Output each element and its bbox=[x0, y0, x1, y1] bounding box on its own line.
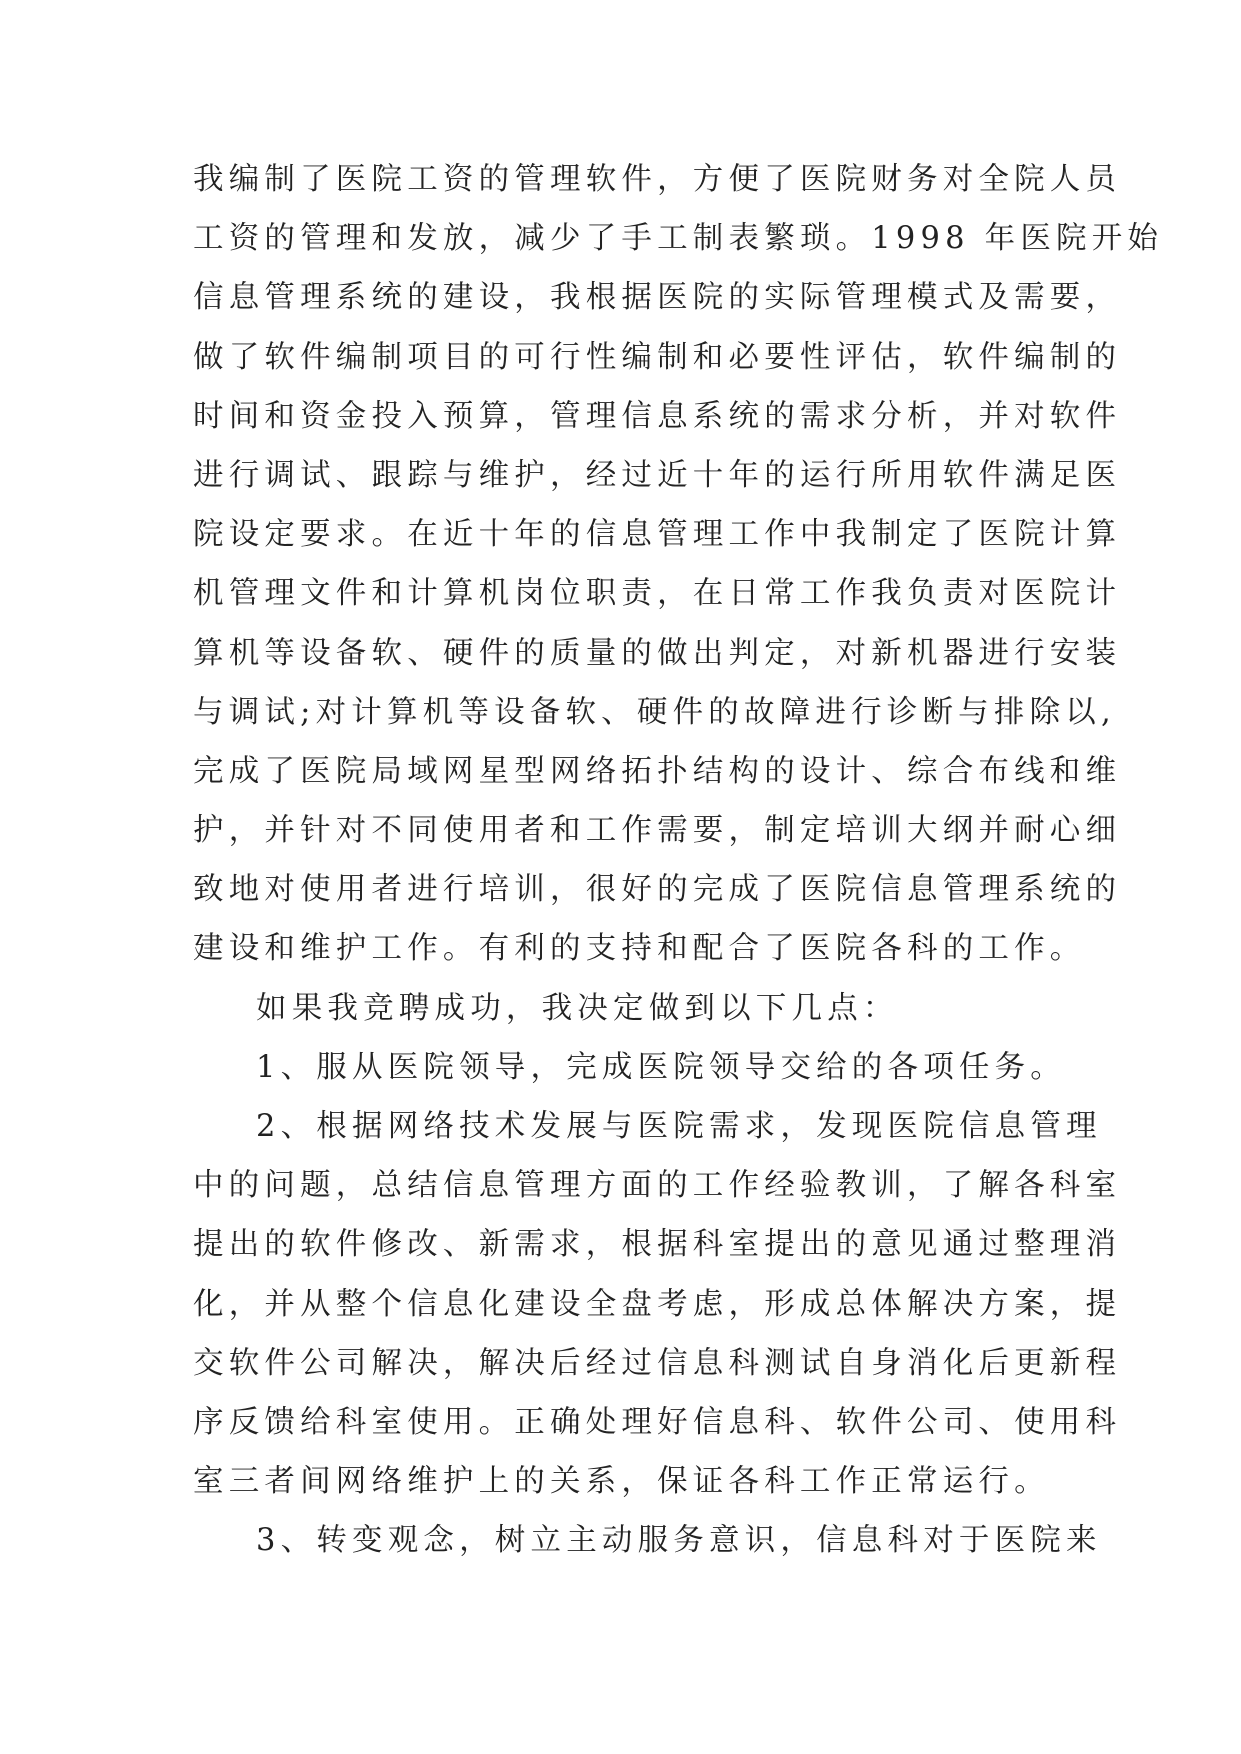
text-line: 化，并从整个信息化建设全盘考虑，形成总体解决方案，提 bbox=[193, 1286, 1122, 1322]
text-line: 序反馈给科室使用。正确处理好信息科、软件公司、使用科 bbox=[193, 1404, 1122, 1440]
text-line: 时间和资金投入预算，管理信息系统的需求分析，并对软件 bbox=[193, 398, 1122, 434]
text-line: 进行调试、跟踪与维护，经过近十年的运行所用软件满足医 bbox=[193, 457, 1122, 493]
text-line: 中的问题，总结信息管理方面的工作经验教训，了解各科室 bbox=[193, 1168, 1122, 1204]
text-line: 交软件公司解决，解决后经过信息科测试自身消化后更新程 bbox=[193, 1345, 1122, 1381]
text-line: 建设和维护工作。有利的支持和配合了医院各科的工作。 bbox=[193, 931, 1086, 967]
text-line: 提出的软件修改、新需求，根据科室提出的意见通过整理消 bbox=[193, 1227, 1122, 1263]
text-line: 致地对使用者进行培训，很好的完成了医院信息管理系统的 bbox=[193, 872, 1122, 908]
list-item-3: 3、转变观念，树立主动服务意识，信息科对于医院来 bbox=[256, 1523, 1102, 1559]
text-line: 算机等设备软、硬件的质量的做出判定，对新机器进行安装 bbox=[193, 635, 1122, 671]
text-line: 护，并针对不同使用者和工作需要，制定培训大纲并耐心细 bbox=[193, 813, 1122, 849]
text-line: 我编制了医院工资的管理软件，方便了医院财务对全院人员 bbox=[193, 162, 1122, 197]
text-line: 院设定要求。在近十年的信息管理工作中我制定了医院计算 bbox=[193, 517, 1122, 553]
text-line: 室三者间网络维护上的关系，保证各科工作正常运行。 bbox=[193, 1464, 1050, 1500]
body-text bbox=[193, 150, 1164, 1571]
paragraph-intro: 如果我竞聘成功，我决定做到以下几点： bbox=[256, 990, 899, 1026]
text-line: 工资的管理和发放，减少了手工制表繁琐。1998 年医院开始 bbox=[193, 221, 1164, 257]
list-item-1: 1、服从医院领导，完成医院领导交给的各项任务。 bbox=[256, 1049, 1067, 1085]
text-line: 信息管理系统的建设，我根据医院的实际管理模式及需要， bbox=[193, 280, 1122, 316]
text-line: 做了软件编制项目的可行性编制和必要性评估，软件编制的 bbox=[193, 339, 1122, 375]
list-item-2: 2、根据网络技术发展与医院需求，发现医院信息管理 bbox=[256, 1109, 1102, 1144]
text-line: 机管理文件和计算机岗位职责，在日常工作我负责对医院计 bbox=[193, 576, 1122, 612]
text-line: 与调试;对计算机等设备软、硬件的故障进行诊断与排除以, bbox=[193, 694, 1116, 730]
text-line: 完成了医院局域网星型网络拓扑结构的设计、综合布线和维 bbox=[193, 753, 1122, 789]
